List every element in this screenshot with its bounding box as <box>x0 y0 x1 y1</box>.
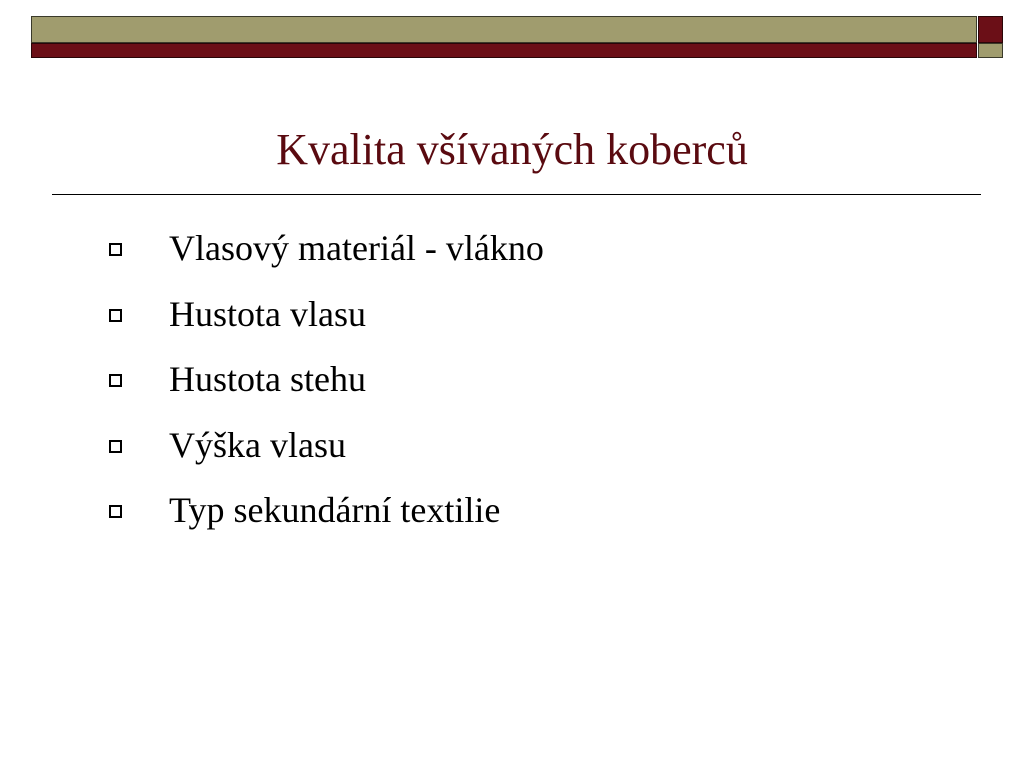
slide-title: Kvalita všívaných koberců <box>276 125 748 174</box>
header-bar-olive <box>31 16 977 43</box>
list-item <box>0 478 1024 544</box>
hollow-square-icon <box>109 309 122 322</box>
header-corner-square-olive <box>978 43 1003 58</box>
hollow-square-icon <box>109 243 122 256</box>
hollow-square-icon <box>109 374 122 387</box>
header-bar-maroon <box>31 43 977 58</box>
list-item <box>0 347 1024 413</box>
bullet-text: Vlasový materiál - vlákno <box>169 228 544 268</box>
list-item <box>0 413 1024 479</box>
bullet-text: Typ sekundární textilie <box>169 490 501 530</box>
bullet-list <box>0 216 1024 544</box>
list-item <box>0 282 1024 348</box>
header-corner-square-maroon <box>978 16 1003 43</box>
hollow-square-icon <box>109 505 122 518</box>
list-item <box>0 216 1024 282</box>
title-divider <box>52 194 981 195</box>
bullet-text: Hustota stehu <box>169 359 366 399</box>
bullet-text: Výška vlasu <box>169 424 346 465</box>
hollow-square-icon <box>109 440 122 453</box>
bullet-text: Hustota vlasu <box>169 293 366 334</box>
